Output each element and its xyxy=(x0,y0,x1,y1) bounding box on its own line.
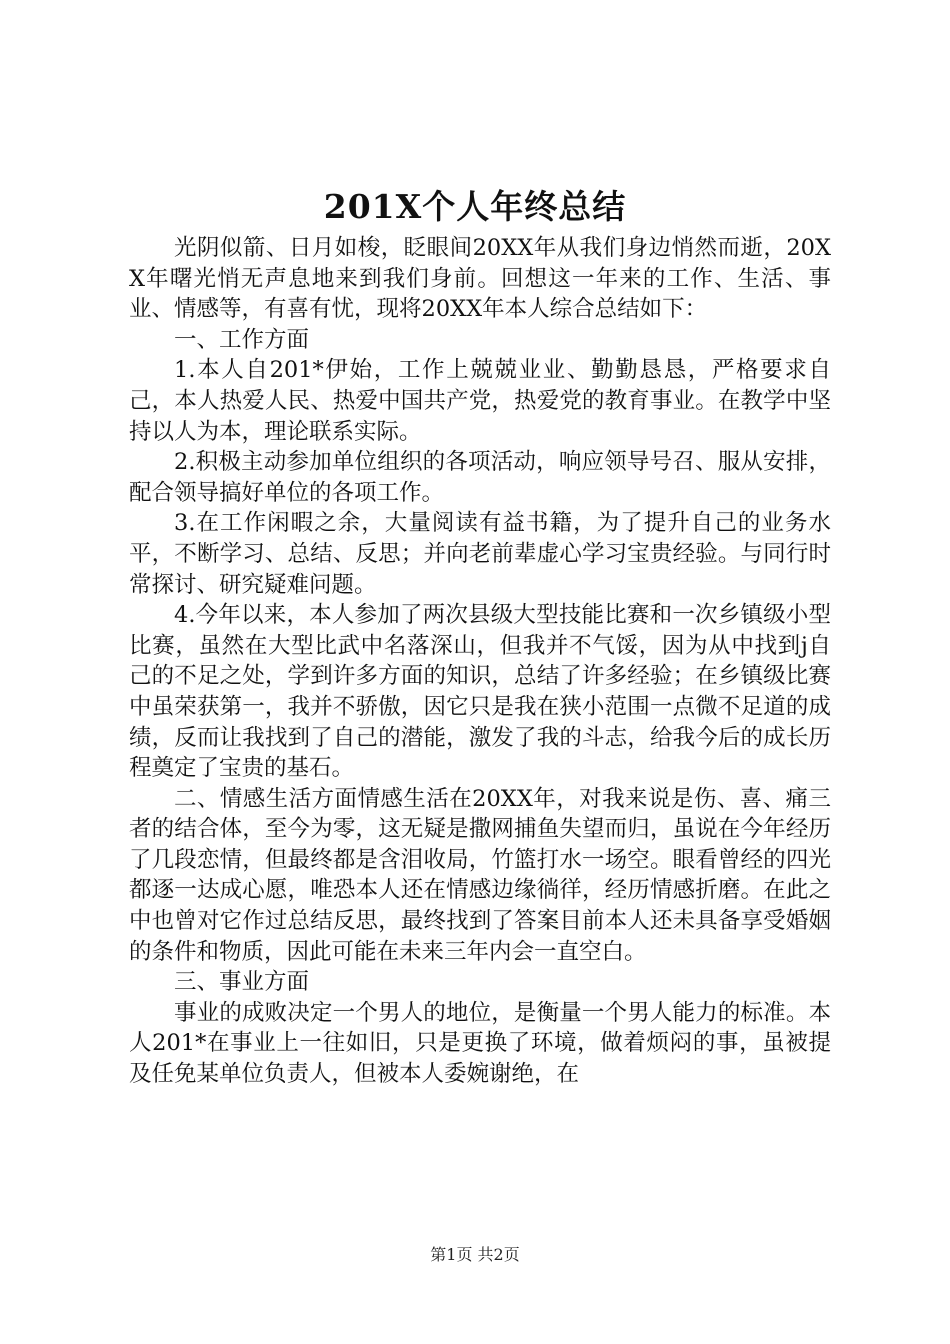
paragraph-career: 事业的成败决定一个男人的地位，是衡量一个男人能力的标准。本人201*在事业上一往如旧，只是更换了环境，做着烦闷的事，虽被提及任免某单位负责人，但被本人委婉谢绝，在 xyxy=(129,999,831,1088)
paragraph-work-4: 4.今年以来，本人参加了两次县级大型技能比赛和一次乡镇级小型比赛，虽然在大型比武中名落深山，但我并不气馁，因为从中找到j自己的不足之处，学到许多方面的知识，总结了许多经验；在乡镇级比赛中虽荣获第一，我并不骄傲，因它只是我在狭小范围一点微不足道的成绩，反而让我找到了自己的潜能，激发了我的斗志，给我今后的成长历程奠定了宝贵的基石。 xyxy=(129,602,831,782)
paragraph-work-1: 1.本人自201*伊始，工作上兢兢业业、勤勤恳恳，严格要求自己，本人热爱人民、热爱中国共产党，热爱党的教育事业。在教学中坚持以人为本，理论联系实际。 xyxy=(129,357,831,445)
paragraph-emotion: 二、情感生活方面情感生活在20XX年，对我来说是伤、喜、痛三者的结合体，至今为零，这无疑是撒网捕鱼失望而归，虽说在今年经历了几段恋情，但最终都是含泪收局，竹篮打水一场空。眼看曾经的四光都逐一达成心愿，唯恐本人还在情感边缘徜徉，经历情感折磨。在此之中也曾对它作过总结反思，最终找到了答案目前本人还未具备享受婚姻的条件和物质，因此可能在未来三年内会一直空白。 xyxy=(129,785,831,965)
document-title: 201X个人年终总结 xyxy=(323,187,627,226)
section-heading-career: 三、事业方面 xyxy=(174,969,310,996)
paragraph-work-3: 3.在工作闲暇之余，大量阅读有益书籍，为了提升自己的业务水平，不断学习、总结、反思；并向老前辈虚心学习宝贵经验。与同行时常探讨、研究疑难问题。 xyxy=(129,510,831,598)
paragraph-work-2: 2.积极主动参加单位组织的各项活动，响应领导号召、服从安排，配合领导搞好单位的各项工作。 xyxy=(129,449,831,506)
paragraph-intro: 光阴似箭、日月如梭，眨眼间20XX年从我们身边悄然而逝，20XX年曙光悄无声息地来到我们身前。回想这一年来的工作、生活、事业、情感等，有喜有忧，现将20XX年本人综合总结如下： xyxy=(129,235,831,323)
document-body xyxy=(129,233,831,1090)
section-heading-work: 一、工作方面 xyxy=(174,326,310,353)
page-number: 第1页 共2页 xyxy=(430,1245,520,1264)
